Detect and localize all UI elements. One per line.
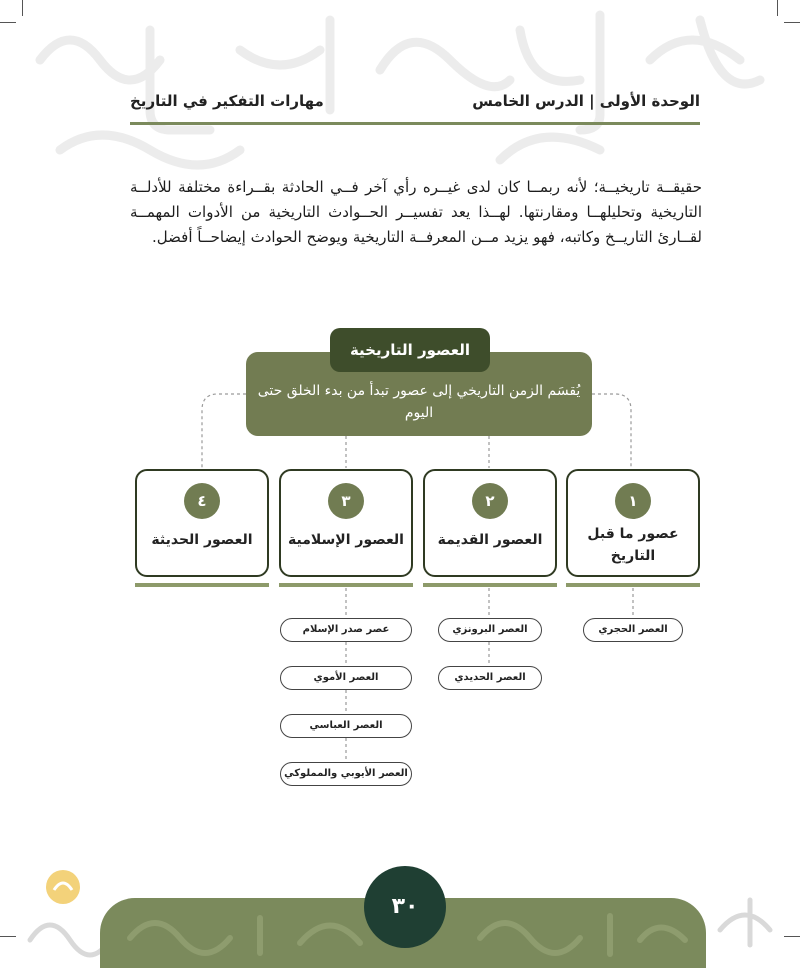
crop-mark	[777, 0, 778, 16]
era-card-modern	[135, 469, 269, 577]
sub-era-ayyubid-mamluk: العصر الأيوبي والمملوكي	[280, 762, 412, 786]
era-number: ٢	[472, 483, 508, 519]
era-label: عصور ما قبل التاريخ	[587, 526, 679, 564]
era-label: العصور الإسلامية	[288, 532, 404, 548]
crop-mark	[0, 936, 16, 937]
era-underline	[423, 583, 557, 587]
crop-mark	[0, 22, 16, 23]
page-header	[130, 88, 700, 122]
crop-mark	[22, 0, 23, 16]
subject-title: مهارات التفكير في التاريخ	[130, 92, 324, 110]
era-number: ٣	[328, 483, 364, 519]
era-underline	[279, 583, 413, 587]
era-label: العصور الحديثة	[151, 532, 253, 548]
sub-era-early-islam: عصر صدر الإسلام	[280, 618, 412, 642]
sub-era-iron: العصر الحديدي	[438, 666, 542, 690]
era-card-prehistoric	[566, 469, 700, 577]
sub-era-bronze: العصر البرونزي	[438, 618, 542, 642]
body-paragraph: حقيقــة تاريخيــة؛ لأنه ربمــا كان لدى غيــره رأي آخر فــي الحادثة بقــراءة مختلفة للأدلــة التاريخية وتحليلهــا ومقارنتها. لهــذا يعد تفسيــر الحــوادث التاريخية من الأدوات المهمــة لقــارئ التاريــخ وكاتبه، فهو يزيد مــن المعرفــة التاريخية ويوضح الحوادث إيضاحــاً أفضل.	[130, 178, 702, 246]
era-underline	[566, 583, 700, 587]
era-label: العصور القديمة	[437, 532, 543, 548]
unit-lesson-title: الوحدة الأولى | الدرس الخامس	[472, 92, 700, 110]
header-rule	[130, 122, 700, 125]
era-number: ١	[615, 483, 651, 519]
era-card-ancient	[423, 469, 557, 577]
page-number: ٣٠	[364, 866, 446, 948]
sub-era-umayyad: العصر الأموي	[280, 666, 412, 690]
sub-era-abbasid: العصر العباسي	[280, 714, 412, 738]
diagram-title: العصور التاريخية	[330, 328, 490, 372]
crop-mark	[784, 22, 800, 23]
sub-era-stone: العصر الحجري	[583, 618, 683, 642]
era-card-islamic	[279, 469, 413, 577]
diagram-description: يُقسَم الزمن التاريخي إلى عصور تبدأ من بدء الخلق حتى اليوم	[257, 383, 581, 421]
era-number: ٤	[184, 483, 220, 519]
era-underline	[135, 583, 269, 587]
